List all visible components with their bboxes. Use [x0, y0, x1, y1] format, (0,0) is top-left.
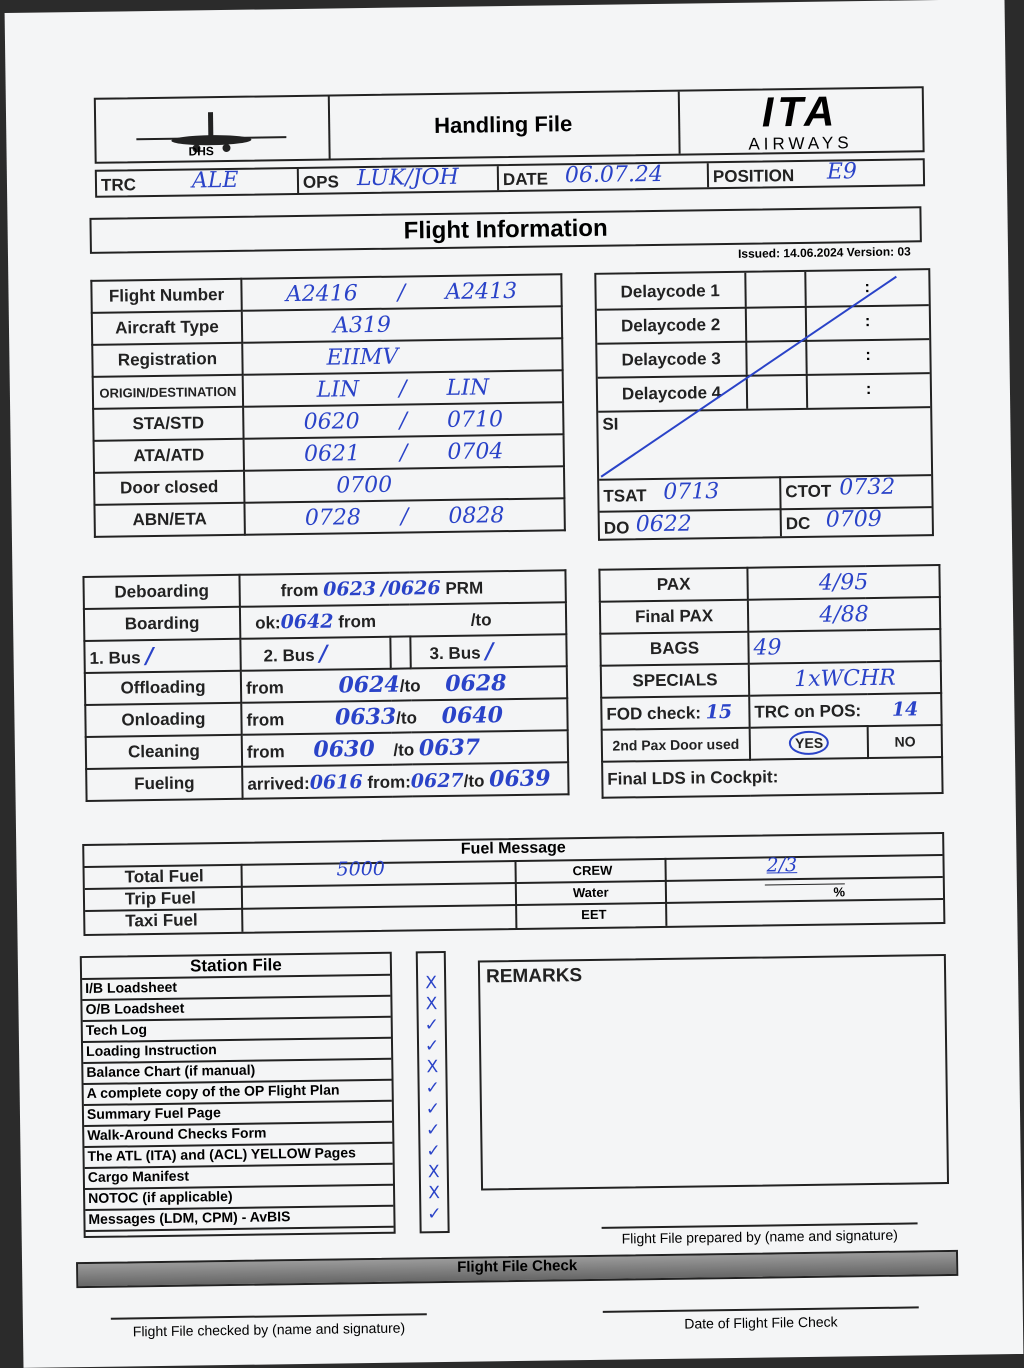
total-fuel-value: 5000 [336, 857, 386, 881]
door-yes[interactable]: YES [789, 731, 829, 756]
station-item: NOTOC (if applicable) [85, 1186, 393, 1211]
onloading-to-value: 0640 [441, 702, 504, 730]
prepared-by-line: Flight File prepared by (name and signature) [602, 1222, 918, 1246]
bus-2: 2. Bus / [240, 637, 390, 671]
delaycode-row: Delaycode 1 : [596, 270, 928, 311]
checked-by-line: Flight File checked by (name and signature) [111, 1313, 427, 1339]
flight-row-label: Aircraft Type [92, 311, 242, 345]
pax-table [598, 564, 943, 799]
station-checkbox[interactable]: X [425, 994, 438, 1015]
fuel-message [82, 832, 945, 936]
lds-label: Final LDS in Cockpit: [602, 757, 942, 798]
flight-row-label: ATA/ATD [94, 439, 244, 473]
station-checkbox[interactable]: ✓ [424, 1036, 440, 1057]
fod-value: 15 [705, 700, 733, 724]
date-value: 06.07.24 [564, 161, 664, 189]
flight-row-label: Registration [92, 343, 242, 377]
station-checkbox[interactable]: ✓ [425, 1120, 441, 1141]
station-title: Station File [82, 954, 390, 980]
deboarding-label: Deboarding [83, 575, 239, 609]
section-title: Flight Information [89, 206, 921, 254]
date-check-line: Date of Flight File Check [603, 1306, 919, 1332]
deboarding-from: from [280, 580, 319, 601]
boarding-ok: ok: [254, 613, 281, 633]
ita-logo-text: ITA [761, 87, 839, 136]
prm-label: PRM [445, 578, 484, 598]
remarks-label: REMARKS [485, 965, 583, 988]
deboarding-sep: / [380, 577, 388, 600]
station-checkbox[interactable]: ✓ [427, 1204, 442, 1225]
flight-table [90, 273, 566, 538]
door-label: 2nd Pax Door used [602, 728, 750, 762]
bus-3: 3. Bus / [410, 634, 566, 668]
fueling-arrived: arrived: [247, 773, 310, 794]
crew-label: CREW [572, 862, 613, 879]
water-pct: % [765, 883, 845, 900]
date-label: DATE [502, 169, 549, 190]
taxi-fuel-label: Taxi Fuel [125, 910, 198, 931]
specials-label: SPECIALS [601, 664, 749, 698]
fueling-arrived-value: 0616 [309, 771, 363, 794]
onloading-to: /to [396, 708, 418, 728]
station-checkbox[interactable]: X [425, 973, 438, 994]
flight-row-value: EIIMV [242, 338, 562, 374]
station-item: A complete copy of the OP Flight Plan [84, 1081, 392, 1106]
offloading-from-value: 0624 [338, 671, 400, 699]
boarding-ok-value: 0642 [280, 610, 334, 634]
remarks-box[interactable] [478, 954, 949, 1191]
flight-row-label: STA/STD [93, 407, 243, 441]
station-item: Summary Fuel Page [84, 1102, 392, 1127]
onloading-label: Onloading [85, 703, 241, 737]
ctot-value: 0732 [839, 474, 896, 501]
station-checkbox[interactable]: X [426, 1057, 439, 1078]
do-label: DO [603, 518, 630, 538]
flight-row-label: ORIGIN/DESTINATION [93, 375, 243, 409]
dc-value: 0709 [825, 506, 882, 533]
flight-row-value: 0728 / 0828 [244, 498, 564, 534]
station-item: Messages (LDM, CPM) - AvBIS [85, 1207, 393, 1232]
trip-fuel-label: Trip Fuel [124, 888, 196, 909]
station-checkbox[interactable]: X [428, 1183, 441, 1204]
position-label: POSITION [712, 166, 795, 187]
flight-row-label: Flight Number [91, 279, 241, 313]
station-checkbox[interactable]: ✓ [425, 1078, 440, 1099]
station-file [80, 952, 396, 1238]
station-checks [416, 951, 450, 1233]
tsat-value: 0713 [663, 479, 720, 505]
cleaning-to: /to [393, 740, 415, 760]
flight-row-value: 0620 / 0710 [243, 402, 563, 438]
si-label: SI [602, 414, 619, 434]
dc-label: DC [785, 513, 811, 534]
onloading-from: from [246, 710, 285, 730]
station-checkbox[interactable]: ✓ [425, 1099, 441, 1120]
pax-label: PAX [599, 568, 747, 602]
offloading-label: Offloading [85, 671, 241, 705]
station-item: Balance Chart (if manual) [83, 1060, 391, 1085]
fod-label: FOD check: [606, 703, 702, 724]
deboarding-from-value: 0623 [323, 577, 377, 601]
flight-row-label: ABN/ETA [94, 503, 244, 537]
station-item: Cargo Manifest [85, 1165, 393, 1190]
flight-row-label: Door closed [94, 471, 244, 505]
boarding-to: /to [470, 610, 492, 630]
cleaning-label: Cleaning [86, 735, 242, 769]
fueling-from: from: [367, 772, 411, 793]
fueling-to: /to [463, 771, 485, 791]
offloading-from: from [245, 678, 284, 698]
trc-value: ALE [191, 167, 239, 194]
station-item: I/B Loadsheet [82, 976, 390, 1001]
flight-file-check-bar: Flight File Check [76, 1250, 958, 1288]
station-checkbox[interactable]: X [427, 1162, 440, 1183]
flight-row [94, 498, 564, 537]
bags-label: BAGS [600, 632, 748, 666]
trc-label: TRC [100, 175, 137, 195]
crew-value: 2/3 [766, 854, 798, 877]
cleaning-from-value: 0630 [313, 735, 375, 763]
station-item: Loading Instruction [83, 1039, 391, 1064]
boarding-label: Boarding [84, 607, 240, 641]
boarding-from: from [338, 611, 377, 632]
flight-row-value: 0700 [244, 466, 564, 502]
door-no[interactable]: NO [868, 725, 942, 758]
ops-table [82, 569, 569, 802]
offloading-to: /to [399, 676, 421, 696]
total-fuel-label: Total Fuel [124, 866, 204, 887]
header-box [94, 86, 925, 164]
station-checkbox[interactable]: ✓ [424, 1015, 440, 1036]
station-checkbox[interactable]: ✓ [426, 1141, 441, 1162]
station-item: The ATL (ITA) and (ACL) YELLOW Pages [84, 1144, 392, 1169]
tsat-label: TSAT [603, 486, 647, 506]
eet-label: EET [581, 906, 607, 923]
position-value: E9 [826, 159, 858, 185]
delaycode-row: Delaycode 3 : [597, 338, 929, 379]
ops-value: LUK/JOH [356, 164, 459, 192]
dhs-logo [96, 97, 331, 162]
flight-row-value: A2416 / A2413 [241, 274, 561, 310]
flight-row-value: A319 [242, 306, 562, 342]
trc-pos-label: TRC on POS: [754, 701, 862, 722]
ita-logo-sub: AIRWAYS [748, 133, 853, 154]
final-pax-value: 4/88 [819, 601, 869, 628]
fueling-to-value: 0639 [489, 765, 551, 793]
water-label: Water [572, 884, 609, 901]
cleaning-to-value: 0637 [418, 734, 481, 762]
station-item: Walk-Around Checks Form [84, 1123, 392, 1148]
bus-1: 1. Bus / [84, 639, 240, 673]
flight-row-value: LIN / LIN [243, 370, 563, 406]
trc-pos-value: 14 [891, 698, 919, 721]
cleaning-from: from [246, 742, 285, 762]
station-item: O/B Loadsheet [82, 997, 390, 1022]
flight-row-value: 0621 / 0704 [244, 434, 564, 470]
station-item: Tech Log [83, 1018, 391, 1043]
final-pax-label: Final PAX [600, 600, 748, 634]
ops-label: OPS [302, 172, 340, 192]
pax-value: 4/95 [818, 569, 869, 596]
delay-table [594, 268, 934, 541]
issued-note: Issued: 14.06.2024 Version: 03 [737, 244, 911, 261]
deboarding-to-value: 0626 [387, 577, 441, 600]
bags-value: 49 [753, 634, 782, 661]
offloading-to-value: 0628 [445, 670, 507, 697]
do-value: 0622 [635, 511, 692, 538]
page-title: Handling File [328, 92, 681, 159]
specials-value: 1xWCHR [793, 665, 896, 692]
ita-logo [680, 88, 921, 153]
onloading-from-value: 0633 [334, 703, 397, 731]
delaycode-row: Delaycode 2 : [597, 304, 929, 345]
fuel-title: Fuel Message [84, 834, 942, 868]
delaycode-row: Delaycode 4 : [598, 372, 930, 411]
info-row [95, 158, 925, 198]
fueling-from-value: 0627 [410, 769, 464, 793]
dhs-logo-text: DHS [188, 144, 214, 159]
handling-file-sheet [5, 0, 1024, 1368]
strike-line [596, 270, 931, 479]
fueling-label: Fueling [86, 767, 242, 801]
ctot-label: CTOT [785, 481, 832, 502]
